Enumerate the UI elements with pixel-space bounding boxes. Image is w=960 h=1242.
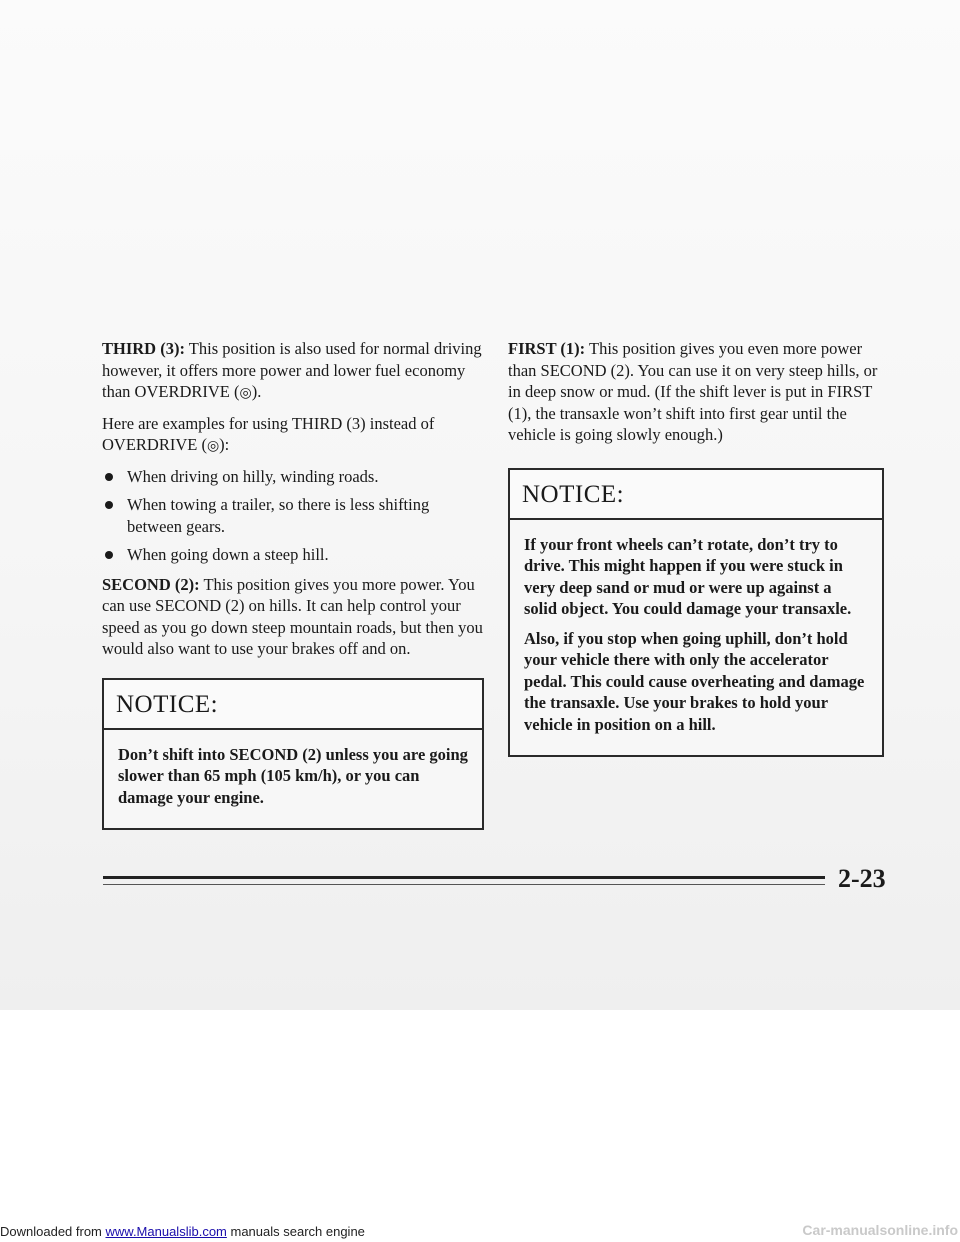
list-item [102, 494, 484, 537]
bullet-icon [105, 551, 113, 559]
page-number: 2-23 [838, 864, 886, 893]
examples-close: ): [219, 435, 230, 454]
examples-text: Here are examples for using THIRD (3) instead of OVERDRIVE ( [102, 413, 435, 454]
notice-body [510, 520, 882, 756]
bullet-icon [105, 473, 113, 481]
notice-box-second-gear [102, 678, 484, 831]
overdrive-symbol-icon: ◎ [206, 438, 220, 454]
third-close: ). [251, 382, 262, 401]
manualslib-link[interactable]: www.Manualslib.com [105, 1224, 227, 1239]
list-item-text: When going down a steep hill. [127, 545, 329, 564]
notice-body [104, 730, 482, 829]
notice-heading: NOTICE: [510, 470, 882, 520]
list-item-text: When towing a trailer, so there is less shifting between gears. [127, 495, 430, 536]
list-item [102, 466, 484, 488]
third-text: This position is also used for normal driving however, it offers more power and lower fuel economy than OVERDRIVE ( [102, 339, 482, 401]
second-paragraph [102, 574, 484, 660]
notice-text: Don’t shift into SECOND (2) unless you are going slower than 65 mph (105 km/h), or you can damage your engine. [118, 744, 468, 807]
first-lead: FIRST (1): [508, 339, 586, 358]
footer-rule [103, 876, 825, 879]
download-notice [0, 1222, 365, 1242]
third-lead: THIRD (3): [102, 339, 185, 358]
download-footer [0, 1222, 960, 1242]
examples-list [102, 466, 484, 566]
list-item [102, 544, 484, 566]
third-paragraph [102, 338, 484, 405]
notice-heading: NOTICE: [104, 680, 482, 730]
footer-rule-thin [103, 884, 825, 885]
download-prefix: Downloaded from [0, 1224, 106, 1239]
notice-text: Also, if you stop when going uphill, don’t hold your vehicle there with only the accelerator pedal. This could cause overheating and damage the transaxle. Use your brakes to hold your vehicle in position on a hill. [524, 628, 865, 734]
first-text: This position gives you even more power than SECOND (2). You can use it on very steep hills, or in deep snow or mud. (If the shift lever is put in FIRST (1), the transaxle won’t shift into first gear until the vehicle is going slowly enough.) [508, 339, 878, 444]
left-column [102, 338, 484, 830]
download-suffix: manuals search engine [226, 1224, 365, 1239]
notice-text: If your front wheels can’t rotate, don’t try to drive. This might happen if you were stuck in very deep sand or mud or were up against a solid object. You could damage your transaxle. [524, 534, 852, 618]
bullet-icon [105, 501, 113, 509]
examples-paragraph [102, 413, 484, 458]
right-column [508, 338, 884, 757]
notice-box-wheels [508, 468, 884, 758]
second-text: This position gives you more power. You can use SECOND (2) on hills. It can help control your speed as you go down steep mountain roads, but then you would also want to use your brakes off and on. [102, 574, 483, 658]
list-item-text: When driving on hilly, winding roads. [127, 466, 379, 486]
second-lead: SECOND (2): [102, 574, 200, 594]
watermark: Car-manualsonline.info [802, 1222, 958, 1238]
first-paragraph [508, 338, 884, 446]
overdrive-symbol-icon: ◎ [239, 385, 252, 401]
